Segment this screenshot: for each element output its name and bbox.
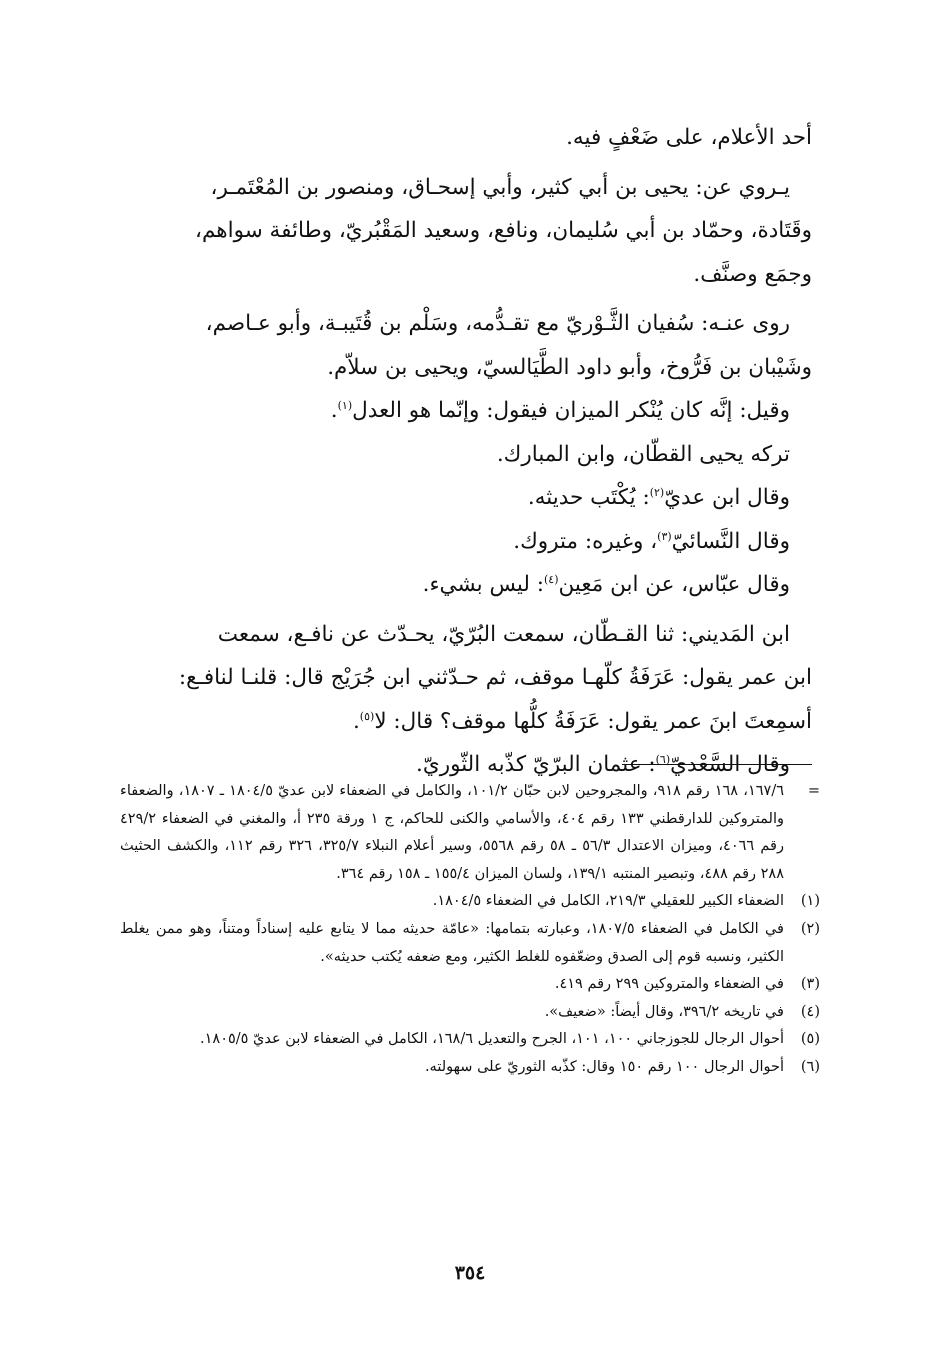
text-line: أحد الأعلام، على ضَعْفٍ فيه.: [566, 125, 812, 150]
text-span: .: [330, 398, 338, 423]
text-line: ابن عمر يقول: عَرَفَةُ كلّهـا موقف، ثم حـدّثني ابن جُرَيْج قال: قلنـا لنافـع:: [178, 665, 812, 690]
text-span: وقيل: إنَّه كان يُنْكر الميزان فيقول: وإنّما هو العدل: [352, 398, 790, 423]
text-span: وقال عبّاس، عن ابن مَعِين: [558, 572, 790, 597]
footnote-ref: (١): [337, 399, 353, 412]
footnote-number: (٤): [800, 1003, 820, 1020]
footnote-ref: (٥): [359, 709, 375, 723]
footnote-ref: (٦): [655, 753, 671, 766]
footnote-ref: (٣): [657, 529, 672, 543]
footnote: [120, 999, 820, 1027]
page-number: ٣٥٤: [454, 1262, 486, 1284]
footnote-divider: [622, 764, 812, 765]
text-span: وقال النَّسائيّ: [671, 528, 790, 554]
text-line: يـروي عن: يحيى بن أبي كثير، وأبي إسحـاق، ومنصور بن المُعْتَمـر،: [210, 174, 790, 200]
text-span: أسمِعتَ ابنَ عمر يقول: عَرَفَةُ كلُّها موقف؟ قال: لا: [374, 708, 812, 734]
text-line: ابن المَديني: ثنا القـطّان، سمعت البُرّيّ، يحـدّث عن نافـع، سمعت: [217, 621, 790, 647]
text-line: [120, 700, 812, 744]
footnote: [120, 916, 820, 971]
text-line: روى عنـه: سُفيان الثَّـوْريّ مع تقـدُّمه، وسَلْم بن قُتَيبـة، وأبو عـاصم،: [205, 311, 790, 336]
text-line: وجمَع وصنَّف.: [693, 261, 812, 287]
text-span: ، وغيره: متروك.: [513, 528, 658, 554]
footnote: [120, 1054, 820, 1082]
main-text: [120, 116, 812, 787]
footnote: [120, 778, 820, 888]
footnote-number: (٥): [800, 1031, 820, 1048]
footnote-text: أحوال الرجال للجوزجاني ١٠٠، ١٠١، الجرح والتعديل ١٦٨/٦، الكامل في الضعفاء لابن عديّ ١٨٠٥/٥.: [200, 1031, 784, 1048]
text-line: [120, 563, 812, 607]
footnote: [120, 971, 820, 999]
footnote-number: =: [807, 783, 820, 799]
footnote: [120, 1026, 820, 1054]
footnote-text: الضعفاء الكبير للعقيلي ٢١٩/٣، الكامل في الضعفاء ١٨٠٤/٥.: [432, 893, 784, 910]
text-line: وقَتَادة، وحمّاد بن أبي سُليمان، ونافع، وسعيد المَقْبُريّ، وطائفة سواهم،: [195, 218, 812, 243]
text-line: [120, 389, 812, 433]
text-span: : عثمان البرّيّ كذّبه الثّوريّ.: [416, 752, 656, 777]
text-span: : ليس بشيء.: [422, 572, 544, 597]
text-line: [120, 520, 812, 564]
footnote-number: (٦): [800, 1058, 820, 1075]
text-line: وشَيْبان بن فَرُّوخ، وأبو داود الطَّيَالسيّ، ويحيى بن سلاّم.: [327, 354, 812, 380]
footnote-text: في الضعفاء والمتروكين ٢٩٩ رقم ٤١٩.: [554, 976, 784, 993]
footnote-text: ١٦٧/٦، ١٦٨ رقم ٩١٨، والمجروحين لابن حبّان ١٠١/٢، والكامل في الضعفاء لابن عديّ ١٨٠٤/٥ ـ ١٨٠٧، والضعفاء والمتروكين للدارقطني ١٣٣ رقم ٤٠٤، والأسامي والكنى للحاكم، ج ١ ورقة ٢٣٥ أ، والمغني في الضعفاء ٤٢٩/٢ رقم ٤٠٦٦، وميزان الاعتدال ٥٦/٣ ـ ٥٨ رقم ٥٥٦٨، وسير أعلام النبلاء ٣٢٥/٧، ٣٢٦ رقم ١١٢، والكشف الحثيث ٢٨٨ رقم ٤٨٨، وتبصير المنتبه ١٣٩/١، ولسان الميزان ١٥٥/٤ ـ ١٥٨ رقم ٣٦٤.: [120, 783, 784, 882]
footnote-text: أحوال الرجال ١٠٠ رقم ١٥٠ وقال: كذّبه الثوريّ على سهولته.: [424, 1058, 784, 1075]
text-span: .: [352, 708, 360, 734]
footnote-ref: (٤): [544, 573, 559, 586]
text-line: تركه يحيى القطّان، وابن المبارك.: [496, 441, 790, 467]
text-span: وقال ابن عديّ: [664, 485, 790, 510]
footnote-number: (١): [800, 893, 820, 910]
footnote: [120, 888, 820, 916]
footnote-text: في الكامل في الضعفاء ١٨٠٧/٥، وعبارته بتمامها: «عامّة حديثه مما لا يتابع عليه إسناداً ومتناً، وهو ممن يغلط الكثير، ونسبه قوم إلى الصدق وضعّفوه للغلط الكثير، ومع ضعفه يُكتب حديثه».: [120, 920, 784, 965]
footnote-text: في تاريخه ٣٩٦/٢، وقال أيضاً: «ضعيف».: [544, 1003, 784, 1020]
footnote-ref: (٢): [649, 486, 665, 499]
text-span: وقال السَّعْديّ: [670, 752, 790, 777]
text-line: [120, 476, 812, 520]
footnotes: [120, 778, 820, 1082]
text-span: : يُكْتَب حديثه.: [527, 485, 650, 510]
footnote-number: (٣): [800, 976, 820, 993]
footnote-number: (٢): [800, 920, 820, 937]
